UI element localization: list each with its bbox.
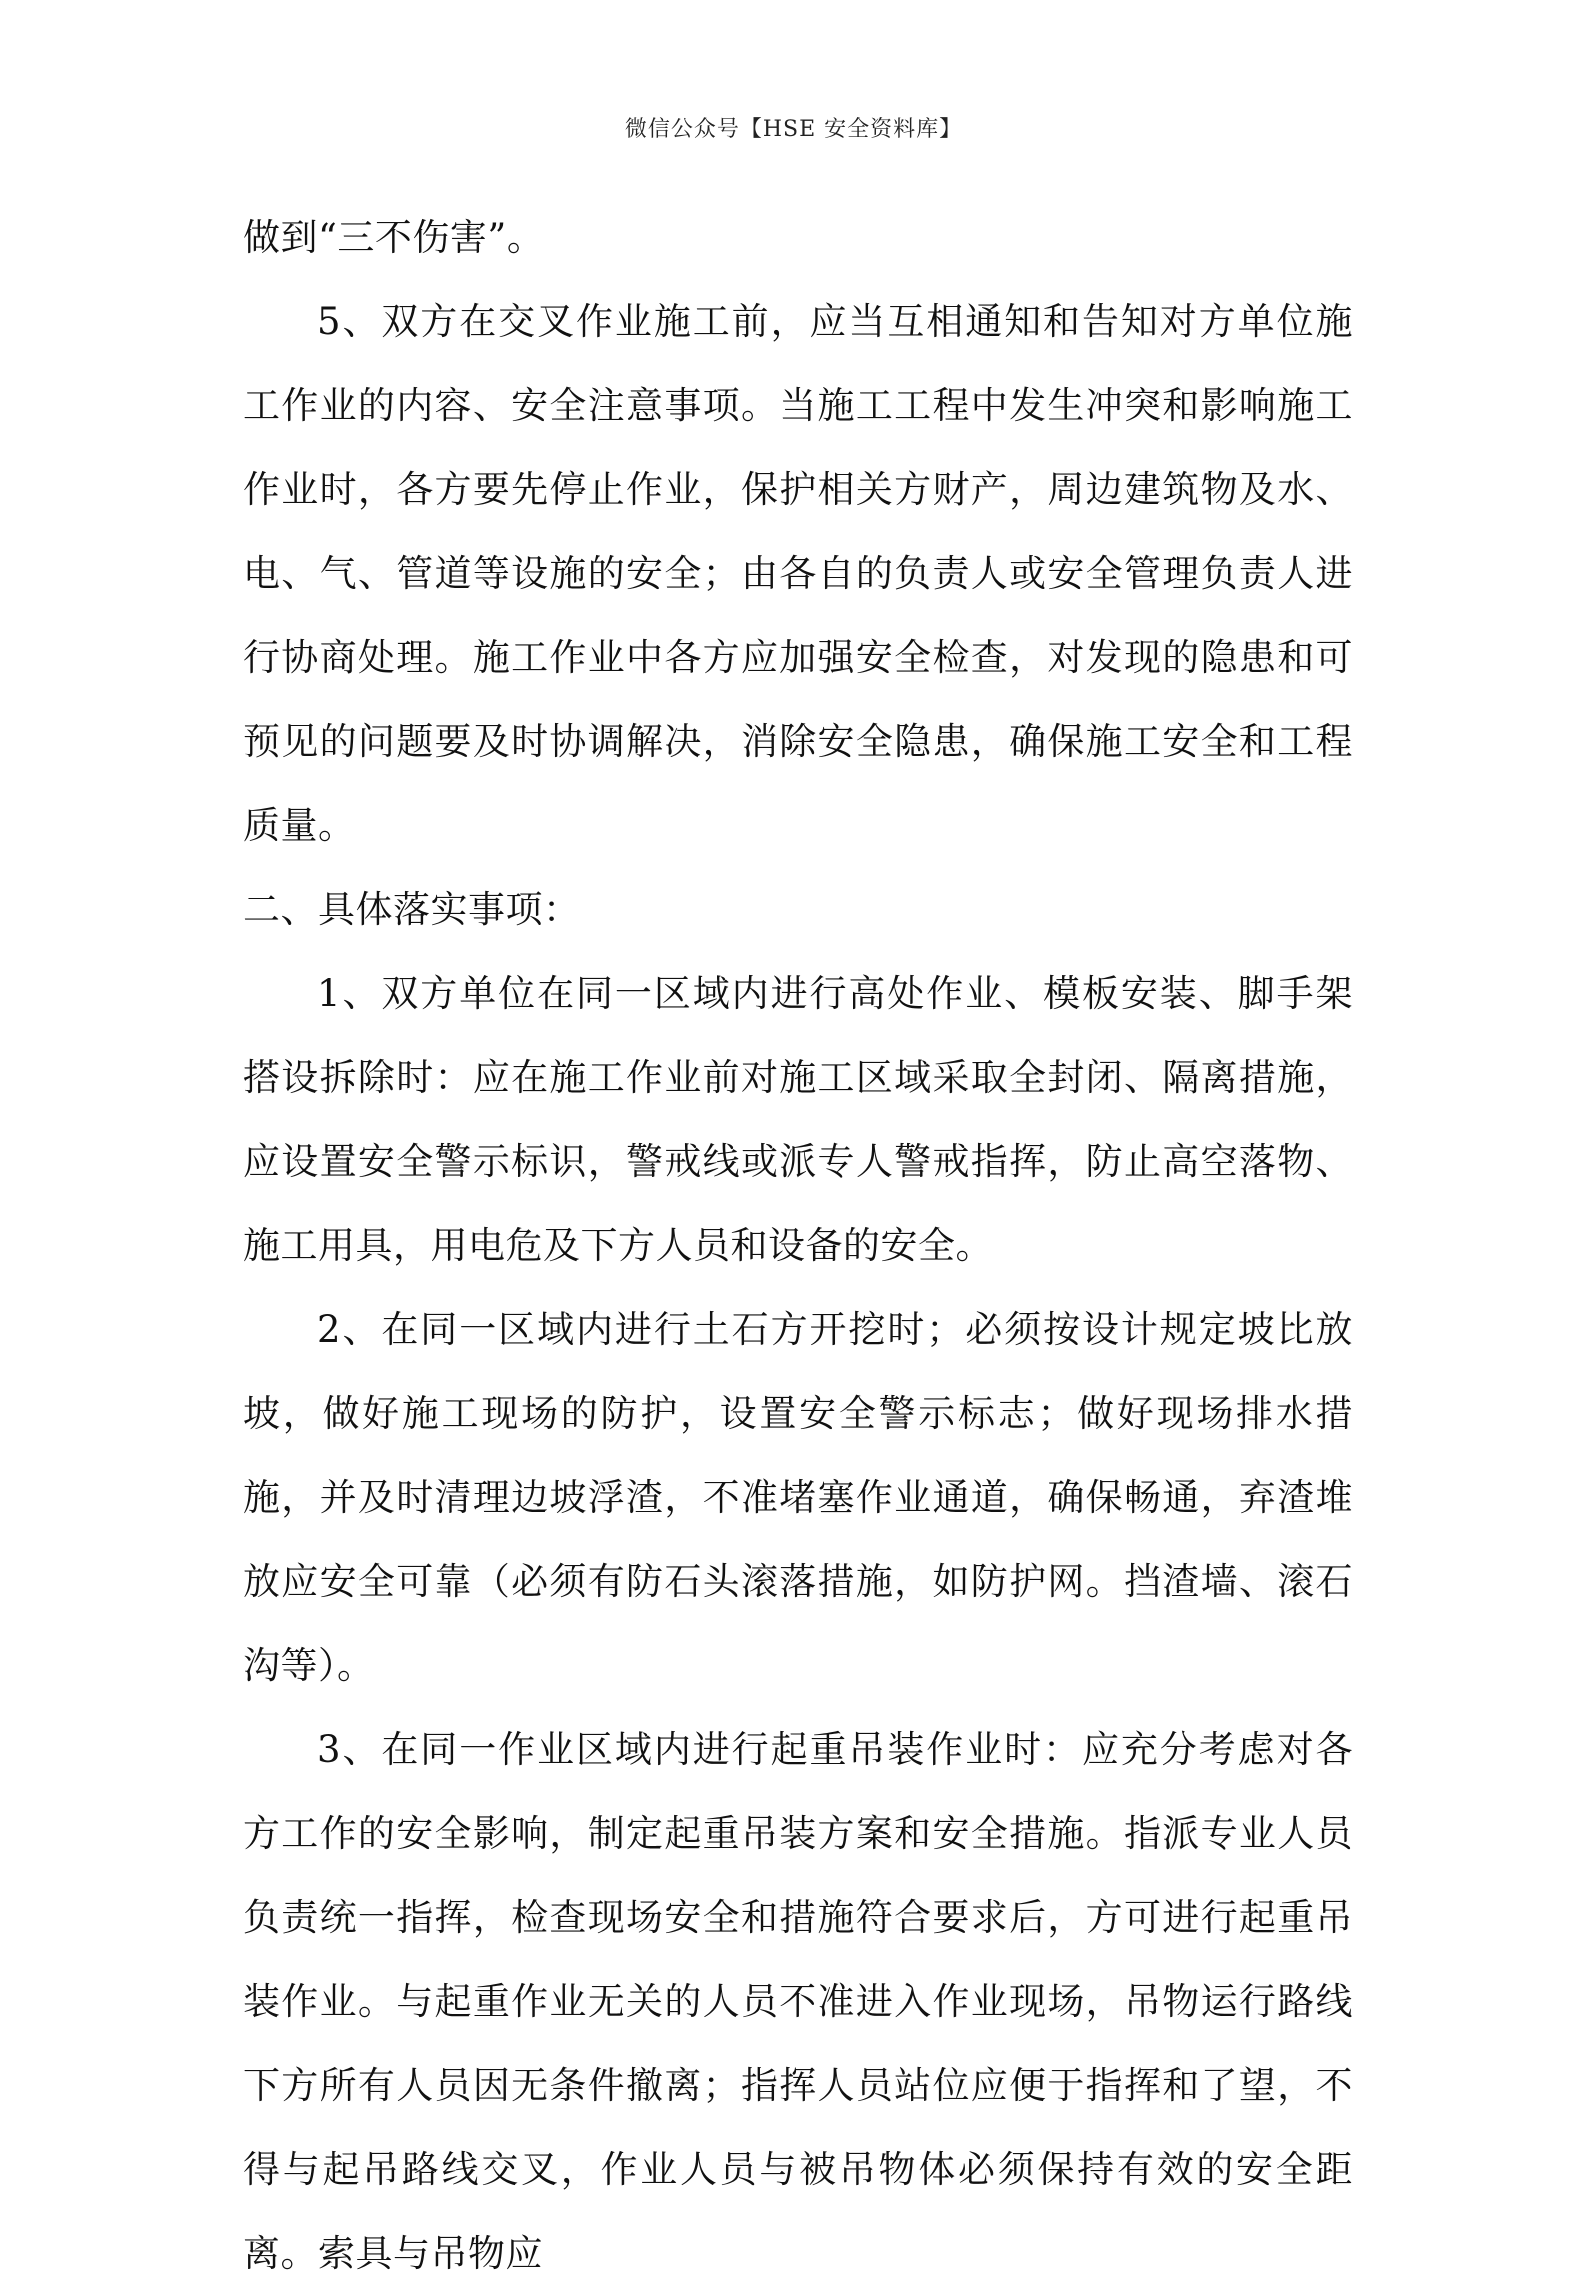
paragraph-item-3: 3、在同一作业区域内进行起重吊装作业时：应充分考虑对各方工作的安全影响，制定起重吊装方案和安全措施。指派专业人员负责统一指挥，检查现场安全和措施符合要求后，方可进行起重吊装作业。与起重作业无关的人员不准进入作业现场，吊物运行路线下方所有人员因无条件撤离；指挥人员站位应便于指挥和了望，不得与起吊路线交叉，作业人员与被吊物体必须保持有效的安全距离。索具与吊物应	[243, 1728, 1353, 2275]
paragraph-item-1: 1、双方单位在同一区域内进行高处作业、模板安装、脚手架搭设拆除时：应在施工作业前对施工区域采取全封闭、隔离措施，应设置安全警示标识，警戒线或派专人警戒指挥，防止高空落物、施工用具，用电危及下方人员和设备的安全。	[243, 972, 1353, 1267]
paragraph-continuation: 做到“三不伤害”。	[243, 216, 545, 259]
paragraph-item-2: 2、在同一区域内进行土石方开挖时；必须按设计规定坡比放坡，做好施工现场的防护，设置安全警示标志；做好现场排水措施，并及时清理边坡浮渣，不准堵塞作业通道，确保畅通，弃渣堆放应安全可靠（必须有防石头滚落措施，如防护网。挡渣墙、滚石沟等）。	[243, 1308, 1353, 1687]
page-header: 微信公众号【HSE 安全资料库】	[624, 117, 963, 142]
section-heading: 二、具体落实事项：	[243, 888, 581, 931]
document-body	[243, 196, 1353, 2296]
paragraph-item-5: 5、双方在交叉作业施工前，应当互相通知和告知对方单位施工作业的内容、安全注意事项。当施工工程中发生冲突和影响施工作业时，各方要先停止作业，保护相关方财产，周边建筑物及水、电、气、管道等设施的安全；由各自的负责人或安全管理负责人进行协商处理。施工作业中各方应加强安全检查，对发现的隐患和可预见的问题要及时协调解决，消除安全隐患，确保施工安全和工程质量。	[243, 300, 1353, 847]
